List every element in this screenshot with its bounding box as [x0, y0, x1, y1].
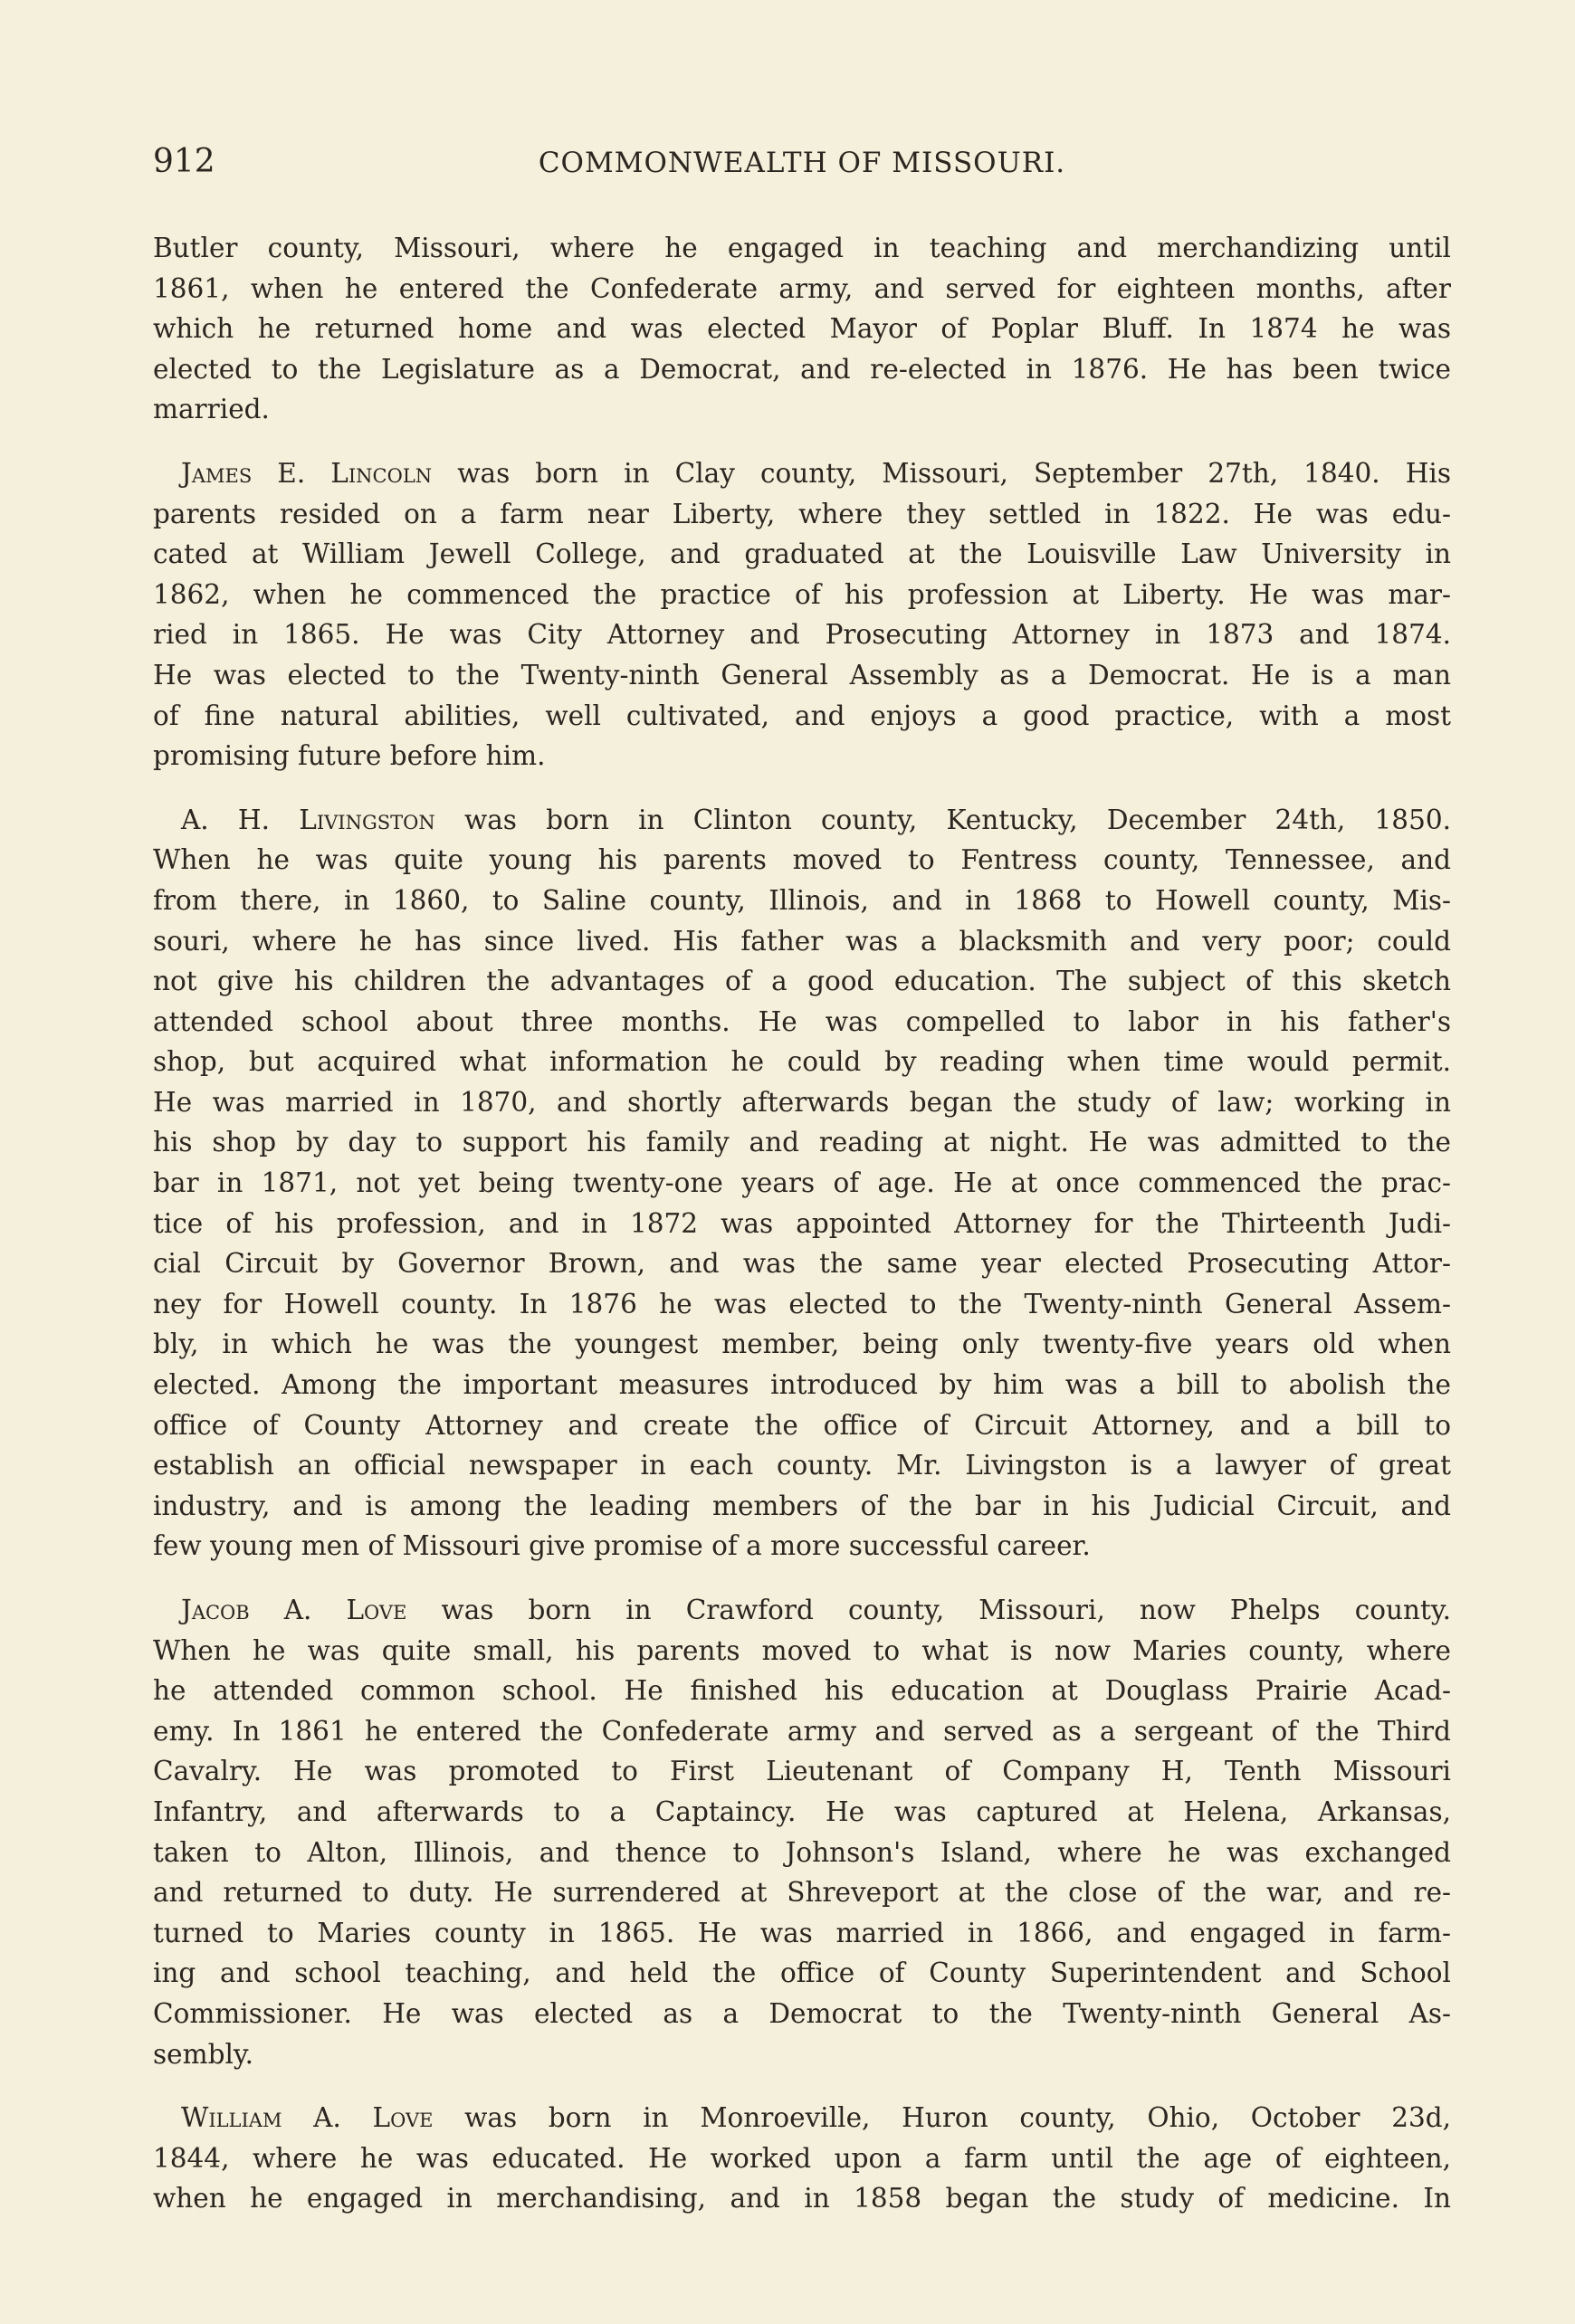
text-line — [153, 2178, 1451, 2219]
text-line — [153, 309, 1451, 349]
running-title: COMMONWEALTH OF MISSOURI. — [538, 147, 1066, 179]
subject-name: Jacob A. Love — [181, 1595, 407, 1625]
line-text: When he was quite young his parents moved to Fentress county, Tennessee, and — [153, 844, 1451, 876]
text-line — [153, 2138, 1451, 2179]
text-line — [153, 840, 1451, 881]
line-text: When he was quite small, his parents moved to what is now Maries county, where — [153, 1634, 1451, 1666]
text-line — [153, 1751, 1451, 1792]
line-text: married. — [153, 394, 270, 425]
text-line — [153, 1671, 1451, 1711]
text-line — [153, 614, 1451, 655]
line-text: elected. Among the important measures introduced by him was a bill to abolish the — [153, 1369, 1451, 1401]
paragraph — [153, 800, 1451, 1567]
text-line — [153, 736, 1451, 776]
line-text: few young men of Missouri give promise of a more successful career. — [153, 1530, 1091, 1562]
text-line — [153, 1913, 1451, 1954]
text-line — [153, 881, 1451, 921]
subject-name: A. H. Livingston — [181, 804, 435, 835]
text-line — [153, 1711, 1451, 1752]
text-line — [153, 1486, 1451, 1527]
text-line — [153, 389, 1451, 430]
line-text: parents resided on a farm near Liberty, where they settled in 1822. He was edu- — [153, 498, 1451, 529]
line-text: and returned to duty. He surrendered at Shreveport at the close of the war, and re- — [153, 1877, 1451, 1909]
line-text: shop, but acquired what information he could by reading when time would permit. — [153, 1046, 1451, 1078]
line-text: from there, in 1860, to Saline county, Illinois, and in 1868 to Howell county, Mis- — [153, 884, 1451, 916]
text-line — [153, 1833, 1451, 1873]
paragraph — [153, 1590, 1451, 2074]
line-text: was born in Clinton county, Kentucky, December 24th, 1850. — [434, 804, 1451, 835]
subject-name: William A. Love — [181, 2102, 434, 2134]
text-line — [153, 921, 1451, 962]
text-line — [153, 1002, 1451, 1043]
body-text — [153, 228, 1451, 2243]
text-line — [153, 1405, 1451, 1446]
line-text: tice of his profession, and in 1872 was appointed Attorney for the Thirteenth Judi- — [153, 1207, 1451, 1239]
line-text: not give his children the advantages of a good education. The subject of this sketch — [153, 966, 1451, 997]
line-text: He was married in 1870, and shortly afterwards began the study of law; working in — [153, 1086, 1451, 1118]
text-line — [153, 1445, 1451, 1486]
line-text: his shop by day to support his family and reading at night. He was admitted to the — [153, 1127, 1451, 1158]
line-text: promising future before him. — [153, 740, 546, 772]
line-text: was born in Crawford county, Missouri, now Phelps county. — [406, 1595, 1451, 1625]
line-text: bar in 1871, not yet being twenty-one years of age. He at once commenced the prac- — [153, 1167, 1451, 1199]
line-text: taken to Alton, Illinois, and thence to Johnson's Island, where he was exchanged — [153, 1836, 1451, 1868]
text-line — [153, 1243, 1451, 1284]
line-text: office of County Attorney and create the office of Circuit Attorney, and a bill to — [153, 1409, 1451, 1441]
line-text: He was elected to the Twenty-ninth General Assembly as a Democrat. He is a man — [153, 659, 1451, 691]
line-text: 1844, where he was educated. He worked upon a farm until the age of eighteen, — [153, 2142, 1451, 2174]
line-text: souri, where he has since lived. His father was a blacksmith and very poor; could — [153, 925, 1451, 957]
paragraph — [153, 228, 1451, 430]
text-line — [153, 1590, 1451, 1631]
text-line — [153, 2098, 1451, 2138]
text-line — [153, 1122, 1451, 1163]
line-text: industry, and is among the leading members of the bar in his Judicial Circuit, and — [153, 1490, 1451, 1521]
text-line — [153, 269, 1451, 310]
text-line — [153, 1365, 1451, 1405]
text-line — [153, 453, 1451, 494]
line-text: attended school about three months. He was compelled to labor in his father's — [153, 1005, 1451, 1037]
text-line — [153, 800, 1451, 841]
subject-name: James E. Lincoln — [181, 457, 433, 489]
line-text: ney for Howell county. In 1876 he was elected to the Twenty-ninth General Assem- — [153, 1288, 1451, 1319]
text-line — [153, 2034, 1451, 2075]
text-line — [153, 1204, 1451, 1244]
line-text: Butler county, Missouri, where he engaged in teaching and merchandizing until — [153, 233, 1451, 263]
line-text: was born in Clay county, Missouri, September 27th, 1840. His — [432, 457, 1452, 489]
line-text: establish an official newspaper in each county. Mr. Livingston is a lawyer of great — [153, 1450, 1451, 1481]
line-text: Infantry, and afterwards to a Captaincy. He was captured at Helena, Arkansas, — [153, 1795, 1451, 1827]
page-number: 912 — [153, 143, 215, 180]
text-line — [153, 228, 1451, 269]
line-text: when he engaged in merchandising, and in 1858 began the study of medicine. In — [153, 2183, 1451, 2214]
line-text: emy. In 1861 he entered the Confederate army and served as a sergeant of the Third — [153, 1715, 1451, 1747]
line-text: was born in Monroeville, Huron county, Ohio, October 23d, — [433, 2102, 1452, 2134]
line-text: he attended common school. He finished his education at Douglass Prairie Acad- — [153, 1675, 1451, 1707]
text-line — [153, 1284, 1451, 1325]
line-text: which he returned home and was elected Mayor of Poplar Bluff. In 1874 he was — [153, 313, 1451, 345]
text-line — [153, 1792, 1451, 1833]
text-line — [153, 961, 1451, 1002]
line-text: cial Circuit by Governor Brown, and was the same year elected Prosecuting Attor- — [153, 1248, 1451, 1280]
text-line — [153, 1526, 1451, 1567]
line-text: ing and school teaching, and held the office of County Superintendent and School — [153, 1957, 1451, 1989]
text-line — [153, 534, 1451, 575]
line-text: turned to Maries county in 1865. He was married in 1866, and engaged in farm- — [153, 1917, 1451, 1948]
line-text: elected to the Legislature as a Democrat, and re-elected in 1876. He has been twice — [153, 353, 1451, 385]
text-line — [153, 1042, 1451, 1082]
line-text: 1861, when he entered the Confederate army, and served for eighteen months, after — [153, 272, 1451, 304]
paragraph — [153, 453, 1451, 776]
text-line — [153, 575, 1451, 615]
text-line — [153, 1163, 1451, 1204]
line-text: Commissioner. He was elected as a Democrat to the Twenty-ninth General As- — [153, 1997, 1451, 2029]
text-line — [153, 1324, 1451, 1365]
line-text: Cavalry. He was promoted to First Lieutenant of Company H, Tenth Missouri — [153, 1756, 1451, 1787]
paragraph — [153, 2098, 1451, 2219]
line-text: ried in 1865. He was City Attorney and Prosecuting Attorney in 1873 and 1874. — [153, 619, 1451, 651]
text-line — [153, 696, 1451, 737]
page-header — [153, 143, 1451, 188]
text-line — [153, 1082, 1451, 1123]
text-line — [153, 1872, 1451, 1913]
line-text: sembly. — [153, 2038, 254, 2070]
text-line — [153, 1631, 1451, 1672]
text-line — [153, 1953, 1451, 1994]
text-line — [153, 494, 1451, 535]
text-line — [153, 349, 1451, 390]
line-text: of fine natural abilities, well cultivated, and enjoys a good practice, with a most — [153, 700, 1451, 731]
line-text: bly, in which he was the youngest member, being only twenty-five years old when — [153, 1329, 1451, 1360]
text-line — [153, 655, 1451, 696]
line-text: 1862, when he commenced the practice of his profession at Liberty. He was mar- — [153, 578, 1451, 610]
text-line — [153, 1994, 1451, 2034]
line-text: cated at William Jewell College, and graduated at the Louisville Law University in — [153, 538, 1451, 570]
